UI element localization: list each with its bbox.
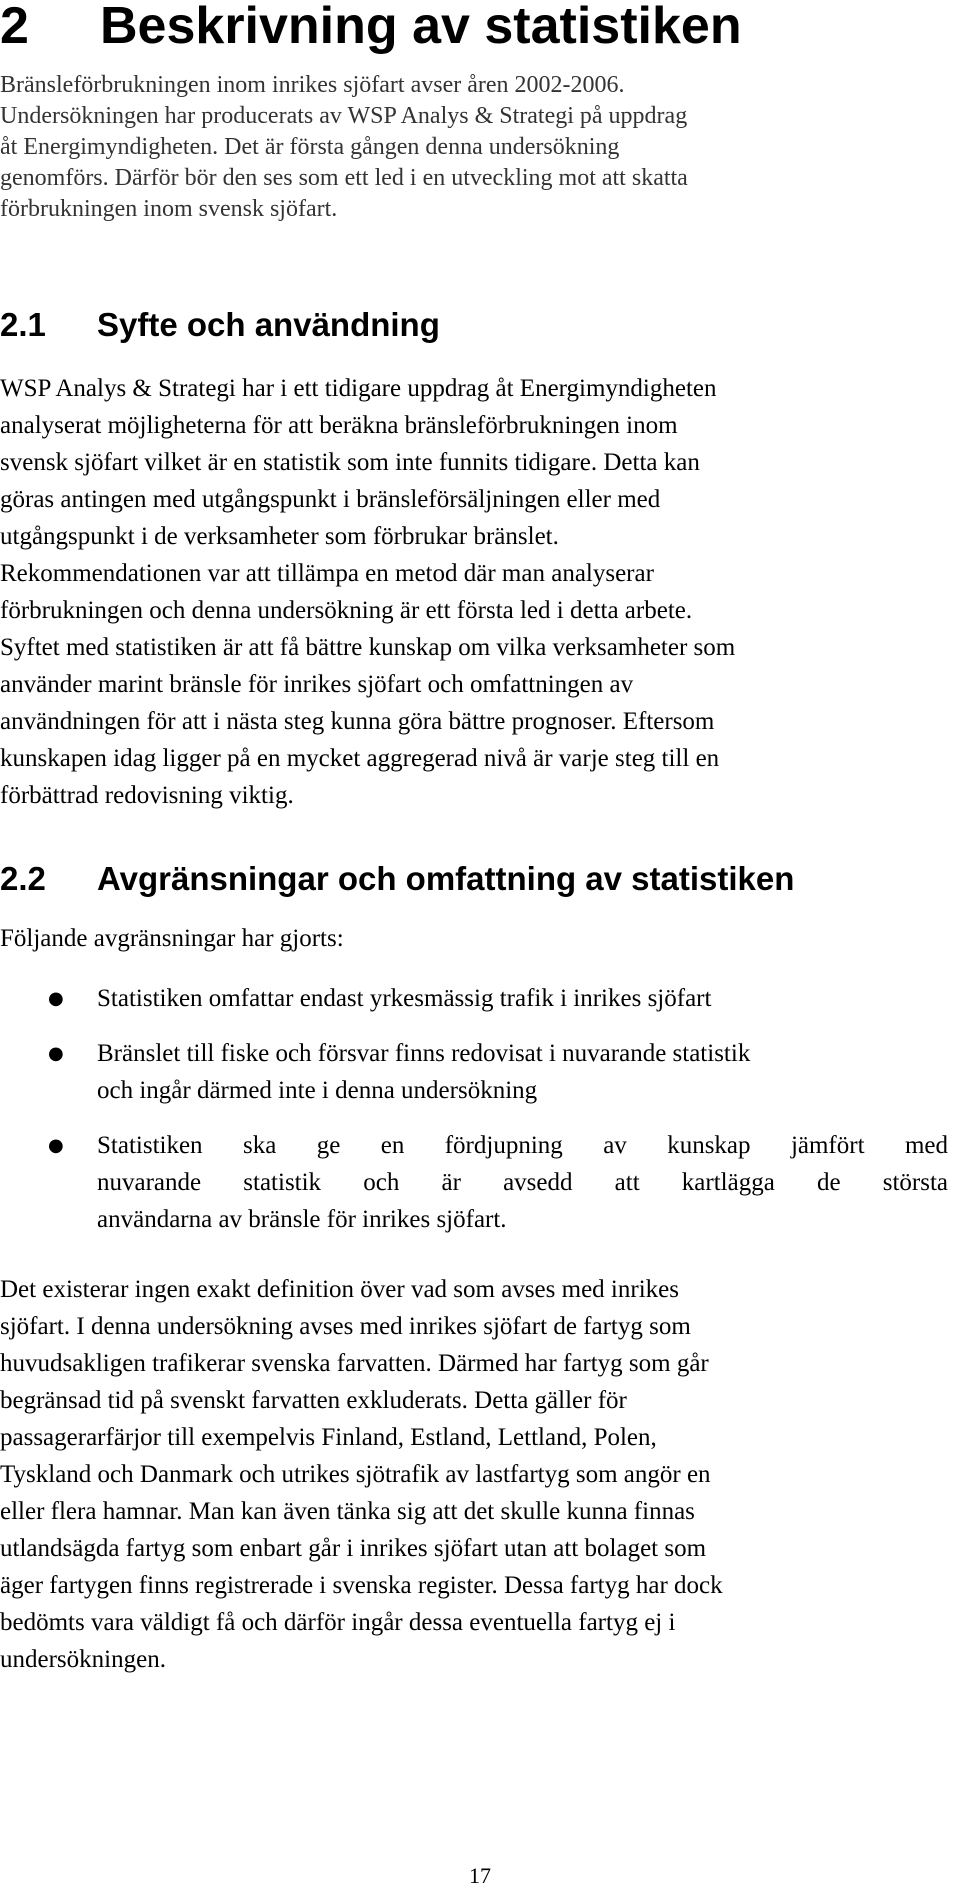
- text-line: bedömts vara väldigt få och därför ingår dessa eventuella fartyg ej i: [0, 1609, 676, 1636]
- intro-paragraph: [0, 70, 688, 225]
- text-line: begränsad tid på svenskt farvatten exkluderats. Detta gäller för: [0, 1387, 627, 1414]
- section-number: 2: [0, 0, 29, 55]
- definition-paragraph: [0, 1271, 723, 1678]
- text-line: åt Energimyndigheten. Det är första gången denna undersökning: [0, 134, 620, 160]
- text-line: användarna av bränsle för inrikes sjöfart.: [97, 1206, 507, 1233]
- text-line: Tyskland och Danmark och utrikes sjötrafik av lastfartyg som angör en: [0, 1461, 711, 1488]
- text-line: WSP Analys & Strategi har i ett tidigare uppdrag åt Energimyndigheten: [0, 375, 717, 402]
- text-line: Följande avgränsningar har gjorts:: [0, 925, 344, 952]
- text-line: huvudsakligen trafikerar svenska farvatten. Därmed har fartyg som går: [0, 1350, 709, 1377]
- bullet-icon: ●: [48, 988, 64, 1009]
- text-line: Statistiken ska ge en fördjupning av kunskap jämfört med: [97, 1132, 948, 1159]
- list-item-text: [97, 1127, 948, 1238]
- subsection-number: 2.1: [0, 306, 46, 343]
- delimitations-lead: [0, 920, 344, 957]
- text-line: förbrukningen och denna undersökning är ett första led i detta arbete.: [0, 597, 693, 624]
- subsection-heading-2-2: [0, 860, 794, 898]
- text-line: Undersökningen har producerats av WSP Analys & Strategi på uppdrag: [0, 103, 688, 129]
- text-line: kunskapen idag ligger på en mycket aggregerad nivå är varje steg till en: [0, 745, 720, 772]
- list-item-text: [97, 980, 948, 1017]
- text-line: äger fartygen finns registrerade i svenska register. Dessa fartyg har dock: [0, 1572, 723, 1599]
- text-line: eller flera hamnar. Man kan även tänka sig att det skulle kunna finnas: [0, 1498, 695, 1525]
- text-line: utlandsägda fartyg som enbart går i inrikes sjöfart utan att bolaget som: [0, 1535, 707, 1562]
- text-line: analyserat möjligheterna för att beräkna bränsleförbrukningen inom: [0, 412, 678, 439]
- text-line: passagerarfärjor till exempelvis Finland, Estland, Lettland, Polen,: [0, 1424, 657, 1451]
- text-line: Bränslet till fiske och försvar finns redovisat i nuvarande statistik: [97, 1040, 751, 1067]
- purpose-paragraph: [0, 370, 735, 814]
- text-line: förbrukningen inom svensk sjöfart.: [0, 196, 338, 222]
- text-line: användningen för att i nästa steg kunna göra bättre prognoser. Eftersom: [0, 708, 715, 735]
- page-number: 17: [469, 1863, 491, 1888]
- text-line: undersökningen.: [0, 1646, 166, 1673]
- text-line: göras antingen med utgångspunkt i bränsleförsäljningen eller med: [0, 486, 661, 513]
- bullet-icon: ●: [48, 1135, 64, 1156]
- subsection-title: Syfte och användning: [97, 306, 440, 343]
- text-line: förbättrad redovisning viktig.: [0, 782, 294, 809]
- bullet-icon: ●: [48, 1043, 64, 1064]
- text-line: och ingår därmed inte i denna undersökning: [97, 1077, 538, 1104]
- text-line: genomförs. Därför bör den ses som ett led i en utveckling mot att skatta: [0, 165, 688, 191]
- subsection-number: 2.2: [0, 860, 46, 897]
- subsection-heading-2-1: [0, 306, 440, 344]
- text-line: Syftet med statistiken är att få bättre kunskap om vilka verksamheter som: [0, 634, 736, 661]
- text-line: nuvarande statistik och är avsedd att kartlägga de största: [97, 1169, 948, 1196]
- section-heading: [0, 0, 742, 55]
- text-line: utgångspunkt i de verksamheter som förbrukar bränslet.: [0, 523, 559, 550]
- text-line: sjöfart. I denna undersökning avses med inrikes sjöfart de fartyg som: [0, 1313, 691, 1340]
- text-line: Bränsleförbrukningen inom inrikes sjöfart avser åren 2002-2006.: [0, 72, 625, 98]
- list-item-text: [97, 1035, 948, 1109]
- subsection-title: Avgränsningar och omfattning av statistiken: [97, 860, 795, 897]
- text-line: Statistiken omfattar endast yrkesmässig trafik i inrikes sjöfart: [97, 985, 712, 1012]
- text-line: Rekommendationen var att tillämpa en metod där man analyserar: [0, 560, 654, 587]
- text-line: Det existerar ingen exakt definition över vad som avses med inrikes: [0, 1276, 679, 1303]
- section-title: Beskrivning av statistiken: [100, 0, 742, 55]
- text-line: svensk sjöfart vilket är en statistik som inte funnits tidigare. Detta kan: [0, 449, 700, 476]
- text-line: använder marint bränsle för inrikes sjöfart och omfattningen av: [0, 671, 634, 698]
